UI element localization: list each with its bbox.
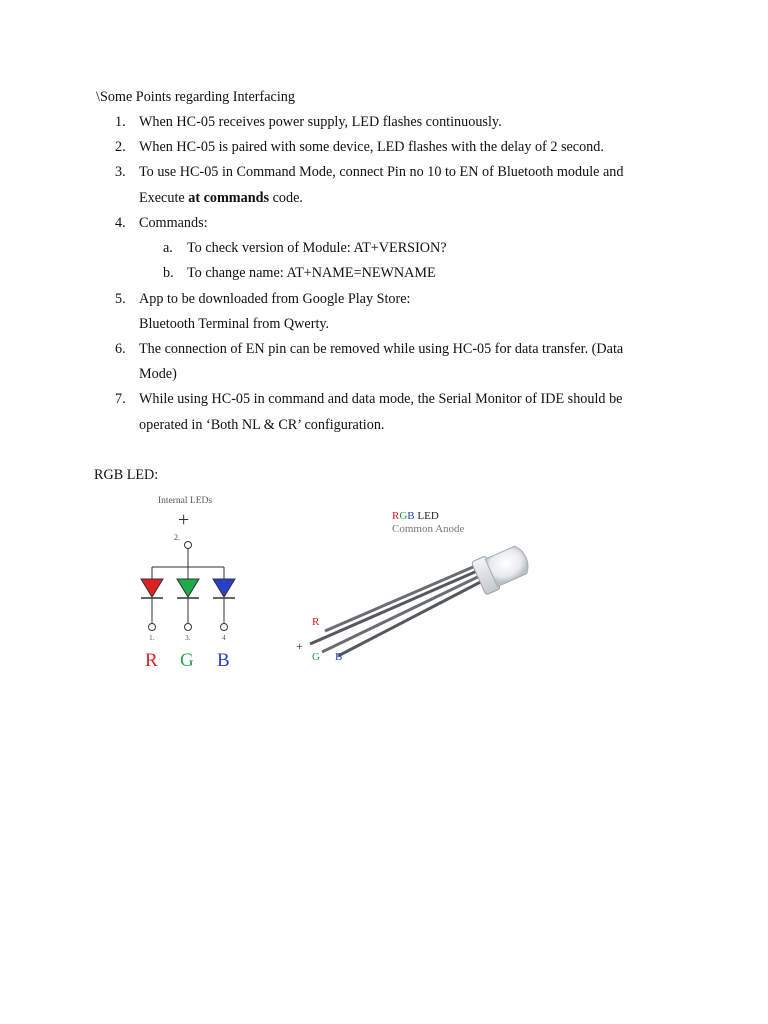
list-number: 6. bbox=[115, 341, 126, 357]
photo-title-rest: LED bbox=[414, 510, 439, 522]
label-b: B bbox=[217, 650, 230, 670]
rgb-led-illustration bbox=[288, 490, 556, 670]
lead-label-r: R bbox=[312, 616, 320, 628]
common-pin-circle bbox=[185, 542, 192, 549]
list-item-continuation: operated in ‘Both NL & CR’ configuration. bbox=[139, 417, 385, 433]
label-g: G bbox=[180, 650, 194, 670]
list-item-text: When HC-05 receives power supply, LED flashes continuously. bbox=[139, 114, 502, 130]
red-pin-circle bbox=[149, 624, 156, 631]
list-item-continuation bbox=[139, 189, 303, 207]
schematic-plus: + bbox=[178, 509, 190, 531]
blue-diode-icon bbox=[213, 579, 235, 597]
list-item-text: Commands: bbox=[139, 215, 208, 231]
lead-plus bbox=[310, 568, 484, 644]
pin-number-blue: 4 bbox=[222, 633, 226, 642]
sublist-item-text: To check version of Module: AT+VERSION? bbox=[187, 240, 447, 256]
green-diode-icon bbox=[177, 579, 199, 597]
list-item-continuation: Mode) bbox=[139, 366, 177, 382]
list-number: 7. bbox=[115, 391, 126, 407]
list-number: 1. bbox=[115, 114, 126, 130]
lead-label-b: B bbox=[335, 651, 343, 663]
label-r: R bbox=[145, 650, 158, 670]
list-number: 2. bbox=[115, 139, 126, 155]
list-number: 5. bbox=[115, 291, 126, 307]
blue-pin-circle bbox=[221, 624, 228, 631]
sublist-item-text: To change name: AT+NAME=NEWNAME bbox=[187, 265, 436, 281]
pin-number-green: 3. bbox=[185, 633, 191, 642]
photo-title-g: G bbox=[399, 510, 408, 522]
internal-leds-schematic bbox=[96, 490, 246, 670]
list-item-continuation: Bluetooth Terminal from Qwerty. bbox=[139, 316, 330, 332]
section-heading: \Some Points regarding Interfacing bbox=[96, 89, 295, 105]
rgb-led-heading: RGB LED: bbox=[94, 467, 159, 483]
list-number: 4. bbox=[115, 215, 126, 231]
lead-label-plus: + bbox=[296, 639, 303, 653]
list-item-text: To use HC-05 in Command Mode, connect Pin no 10 to EN of Bluetooth module and bbox=[139, 164, 624, 180]
green-pin-circle bbox=[185, 624, 192, 631]
schematic-pin-common: 2. bbox=[174, 533, 180, 542]
sublist-letter: a. bbox=[163, 240, 173, 256]
photo-title bbox=[392, 510, 439, 522]
list-item-text: When HC-05 is paired with some device, LED flashes with the delay of 2 second. bbox=[139, 139, 604, 155]
photo-title-b: B bbox=[407, 510, 415, 522]
at-commands-bold: at commands bbox=[188, 190, 270, 206]
schematic-title: Internal LEDs bbox=[158, 496, 213, 506]
code-text: code. bbox=[269, 190, 303, 206]
execute-text: Execute bbox=[139, 190, 189, 206]
schematic-svg bbox=[96, 490, 246, 670]
list-item-text: While using HC-05 in command and data mode, the Serial Monitor of IDE should be bbox=[139, 391, 623, 407]
sublist-letter: b. bbox=[163, 265, 174, 281]
led-body bbox=[471, 541, 533, 595]
list-item-text: The connection of EN pin can be removed while using HC-05 for data transfer. (Data bbox=[139, 341, 624, 357]
lead-g bbox=[322, 572, 488, 652]
photo-title-r: R bbox=[392, 510, 400, 522]
lead-label-g: G bbox=[312, 651, 320, 663]
list-number: 3. bbox=[115, 164, 126, 180]
red-diode-icon bbox=[141, 579, 163, 597]
rgb-led-photo bbox=[288, 490, 556, 670]
pin-number-red: 1. bbox=[149, 633, 155, 642]
list-item-text: App to be downloaded from Google Play Store: bbox=[139, 291, 411, 307]
photo-subtitle: Common Anode bbox=[392, 523, 465, 535]
